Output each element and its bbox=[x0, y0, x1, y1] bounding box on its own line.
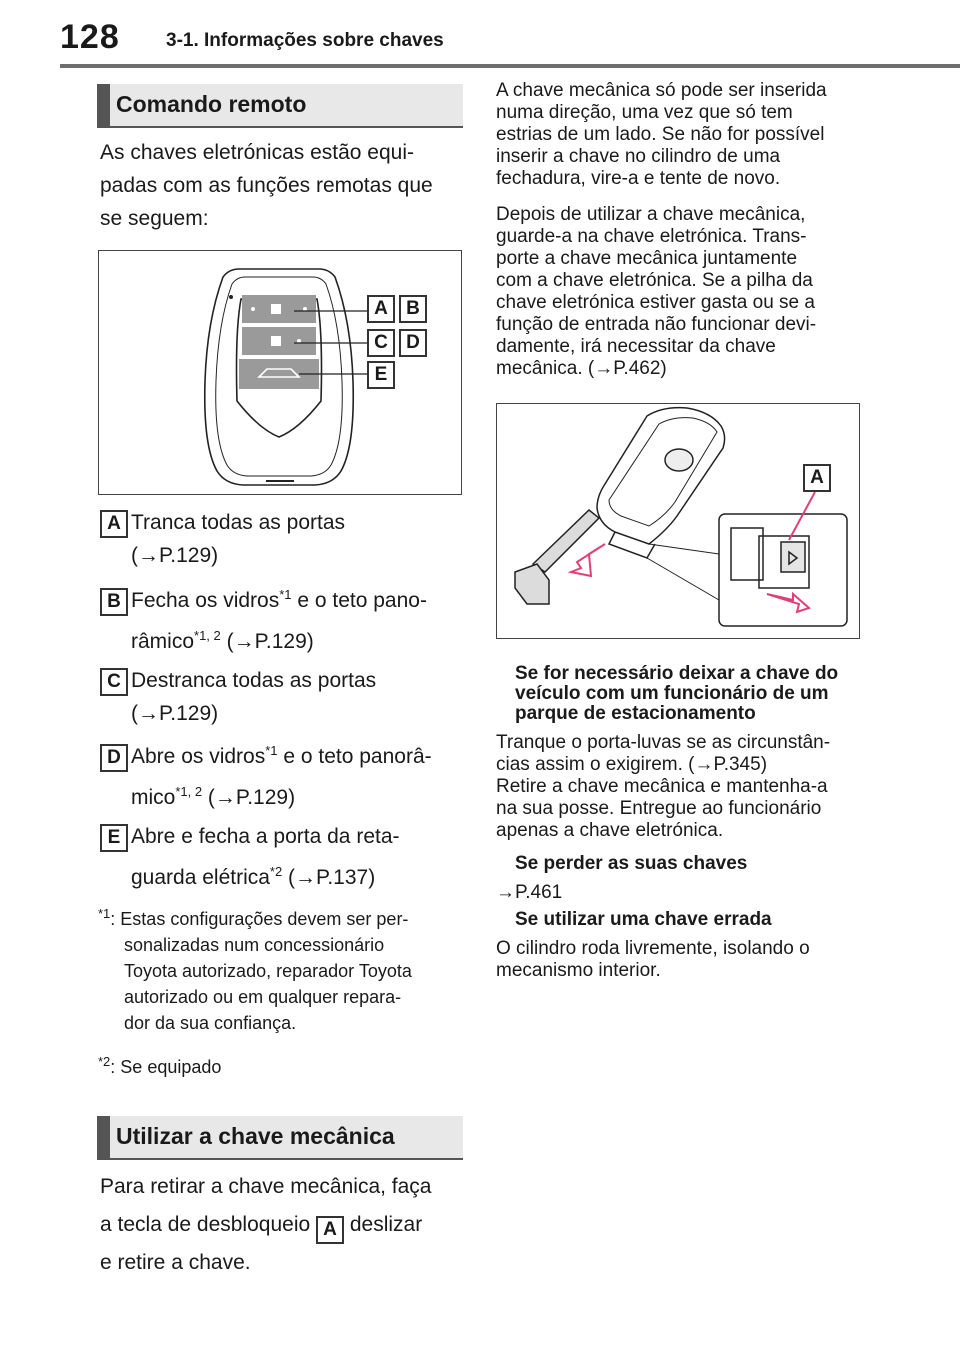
figure-label-d: D bbox=[399, 329, 427, 357]
note-lost-keys-heading: Se perder as suas chaves bbox=[515, 853, 748, 874]
note-valet-body: Tranque o porta-luvas se as circunstân- cias assim o exigirem. (→P.345) Retire a chave mecânica e mantenha-a na sua posse. Entregue ao funcionário apenas a chave eletrónica. bbox=[496, 732, 831, 841]
heading-chave-mecanica bbox=[97, 1116, 463, 1160]
intro-line: se seguem: bbox=[100, 207, 209, 230]
legend-text: Tranca todas as portas (→P.129) bbox=[131, 511, 345, 567]
heading-comando-remoto bbox=[97, 84, 463, 128]
figure-label-e: E bbox=[367, 361, 395, 389]
legend-text: Fecha os vidros$^{*1}$ e o teto pano- râmico$^{*1, 2}$ (→P.129) bbox=[131, 587, 427, 653]
footnote-1: $^{*1}$: Estas configurações devem ser per- sonalizadas num concessionário Toyota autorizado, reparador Toyota autorizado ou em qualquer repara- dor da sua confiança. bbox=[98, 906, 412, 1033]
section-title: 3-1. Informações sobre chaves bbox=[166, 30, 444, 51]
mechanical-para-2: Depois de utilizar a chave mecânica, guarde-a na chave eletrónica. Trans- porte a chave mecânica juntamente com a chave eletrónica. Se a pilha da chave eletrónica estiver gasta ou se a função de entrada não funcionar devi- damente, irá necessitar da chave mecânica. (→P.462) bbox=[496, 204, 817, 379]
smart-key-figure bbox=[98, 250, 462, 495]
legend-text: Abre os vidros$^{*1}$ e o teto panorâ- mico$^{*1, 2}$ (→P.129) bbox=[131, 743, 432, 809]
legend-badge: E bbox=[100, 824, 128, 852]
figure-label-c: C bbox=[367, 329, 395, 357]
page-number: 128 bbox=[60, 18, 120, 56]
mechanical-intro: Para retirar a chave mecânica, faça a tecla de desbloqueio A deslizar e retire a chave. bbox=[100, 1175, 432, 1274]
legend-badge: C bbox=[100, 668, 128, 696]
inline-badge-a: A bbox=[316, 1216, 344, 1244]
footnote-2: $^{*2}$: Se equipado bbox=[98, 1054, 222, 1077]
heading-text: Utilizar a chave mecânica bbox=[116, 1123, 395, 1149]
header-rule bbox=[60, 64, 960, 68]
legend-text: Abre e fecha a porta da reta- guarda elétrica$^{*2}$ (→P.137) bbox=[131, 825, 400, 889]
note-lost-keys-body: →P.461 bbox=[496, 882, 563, 903]
heading-text: Comando remoto bbox=[116, 91, 307, 117]
mechanical-key-figure bbox=[496, 403, 860, 639]
mechanical-para-1: A chave mecânica só pode ser inserida numa direção, uma vez que só tem estrias de um lado. Se não for possível inserir a chave no cilindro de uma fechadura, vire-a e tente de novo. bbox=[496, 80, 827, 189]
figure-label-a: A bbox=[803, 464, 831, 492]
figure-label-a: A bbox=[367, 295, 395, 323]
legend-badge: A bbox=[100, 510, 128, 538]
note-wrong-key-heading: Se utilizar uma chave errada bbox=[515, 909, 772, 930]
legend-text: Destranca todas as portas (→P.129) bbox=[131, 669, 377, 725]
figure-label-b: B bbox=[399, 295, 427, 323]
note-wrong-key-body: O cilindro roda livremente, isolando o mecanismo interior. bbox=[496, 938, 810, 981]
intro-line: padas com as funções remotas que bbox=[100, 174, 433, 197]
legend-badge: D bbox=[100, 744, 128, 772]
intro-line: As chaves eletrónicas estão equi- bbox=[100, 141, 415, 164]
smart-key-illustration bbox=[99, 251, 461, 494]
mechanical-key-illustration bbox=[497, 404, 859, 638]
note-valet-heading: Se for necessário deixar a chave do veículo com um funcionário de um parque de estacionamento bbox=[515, 663, 839, 724]
remote-intro bbox=[100, 136, 465, 235]
legend-badge: B bbox=[100, 588, 128, 616]
